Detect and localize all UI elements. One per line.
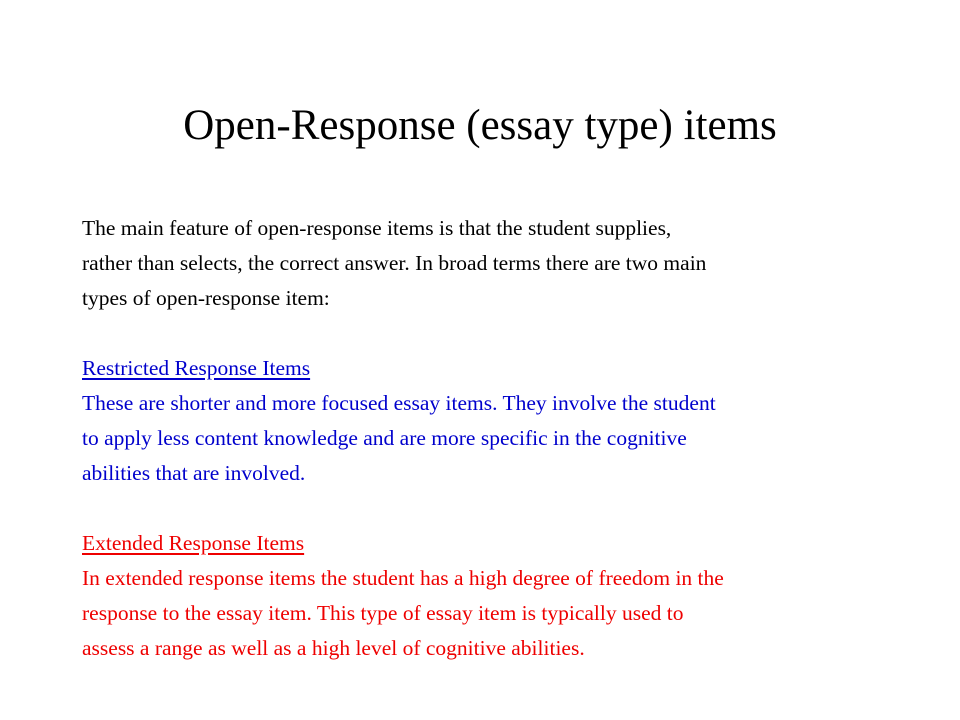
extended-heading: Extended Response Items — [82, 531, 305, 555]
spacer — [82, 491, 902, 526]
extended-line: assess a range as well as a high level of cognitive abilities. — [82, 636, 585, 660]
spacer — [82, 316, 902, 351]
extended-line: response to the essay item. This type of essay item is typically used to — [82, 601, 684, 625]
restricted-line: abilities that are involved. — [82, 461, 306, 485]
slide-body — [82, 211, 902, 666]
intro-paragraph — [82, 211, 902, 316]
extended-line: In extended response items the student has a high degree of freedom in the — [82, 566, 724, 590]
restricted-heading: Restricted Response Items — [82, 356, 311, 380]
intro-line: The main feature of open-response items is that the student supplies, — [82, 216, 672, 240]
restricted-line: to apply less content knowledge and are more specific in the cognitive — [82, 426, 687, 450]
intro-line: types of open-response item: — [82, 286, 330, 310]
restricted-line: These are shorter and more focused essay items. They involve the student — [82, 391, 716, 415]
slide-title: Open-Response (essay type) items — [183, 102, 777, 149]
extended-paragraph — [82, 561, 902, 666]
intro-line: rather than selects, the correct answer. In broad terms there are two main — [82, 251, 707, 275]
restricted-paragraph — [82, 386, 902, 491]
